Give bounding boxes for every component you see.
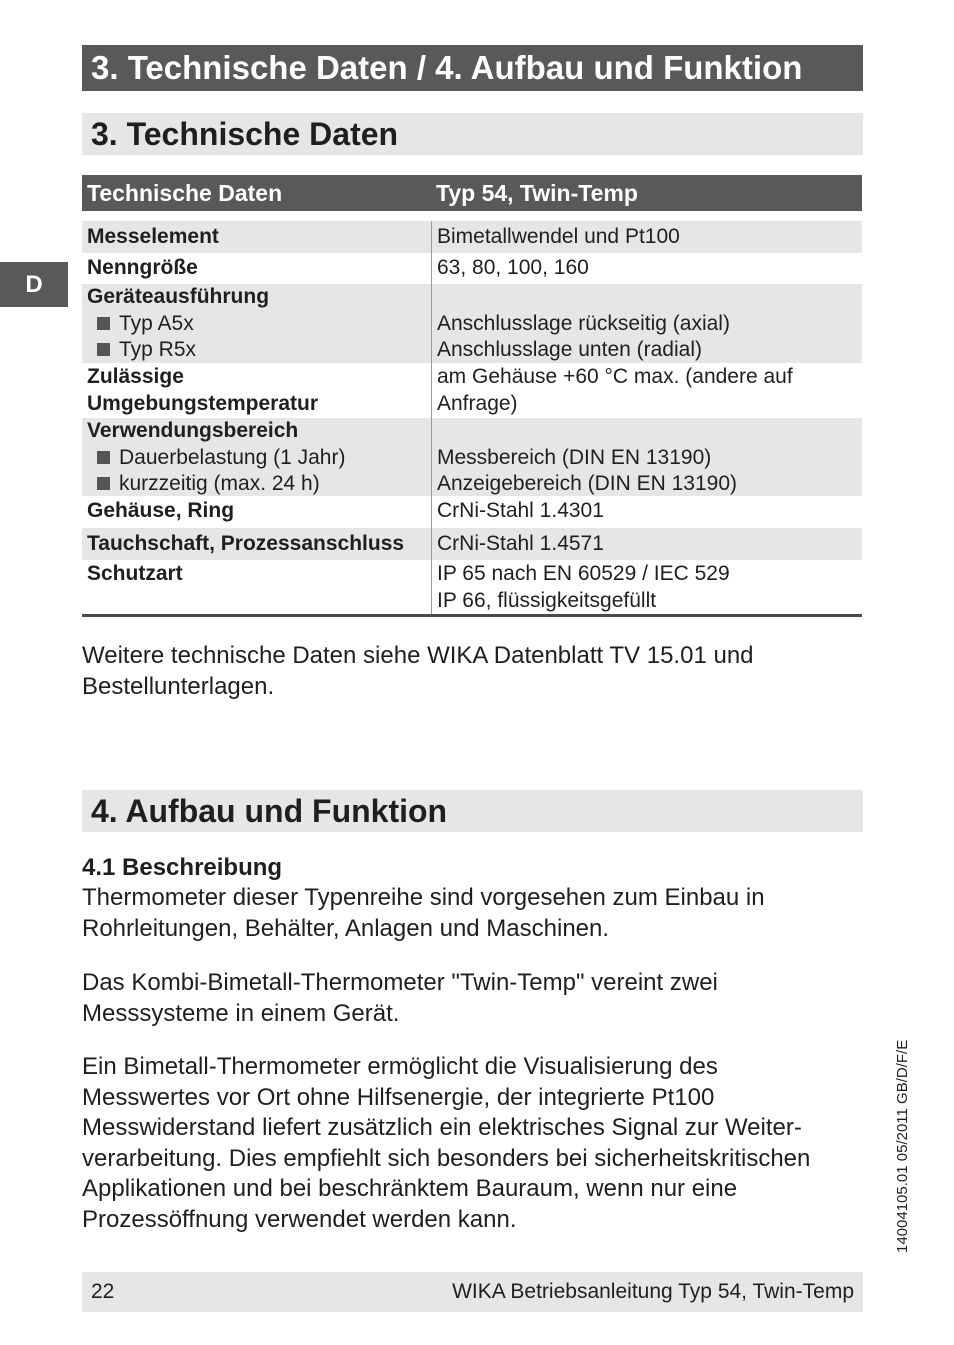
row-value: CrNi-Stahl 1.4301 (437, 499, 604, 522)
row-label: Umgebungstemperatur (87, 391, 319, 415)
section-3-heading: 3. Technische Daten (82, 113, 863, 155)
row-value: Bimetallwendel und Pt100 (437, 224, 680, 248)
row-value (437, 284, 862, 311)
subsection-heading: 4.1 Beschreibung (82, 854, 283, 881)
row-value: 63, 80, 100, 160 (437, 256, 589, 279)
row-value: CrNi-Stahl 1.4571 (437, 531, 604, 555)
row-value: Messbereich (DIN EN 13190) (437, 445, 712, 469)
table-header-col2: Typ 54, Twin-Temp (436, 180, 638, 206)
table-row (82, 560, 862, 617)
row-value: Anschlusslage unten (radial) (437, 338, 702, 361)
table-row (82, 418, 862, 496)
footer-title: WIKA Betriebsanleitung Typ 54, Twin-Temp (452, 1280, 854, 1303)
row-sublabel: Typ R5x (87, 337, 430, 364)
row-sublabel: Typ A5x (87, 311, 430, 338)
row-value (437, 418, 862, 445)
table-row (82, 253, 862, 284)
row-sublabel: Dauerbelastung (1 Jahr) (87, 445, 430, 472)
row-label: Nenngröße (87, 256, 198, 279)
row-label: Messelement (87, 224, 219, 248)
table-header-col1: Technische Daten (87, 180, 283, 206)
row-value: Anschlusslage rückseitig (axial) (437, 311, 730, 335)
section-4-heading: 4. Aufbau und Funktion (82, 790, 863, 832)
paragraph: Thermometer dieser Typenreihe sind vorgesehen zum Einbau in Rohrleitungen, Behälter, Anlagen und Maschinen. (82, 884, 765, 942)
bullet-square-icon (97, 451, 110, 464)
paragraph: Das Kombi-Bimetall-Thermometer "Twin-Temp" vereint zwei Messsysteme in einem Gerät. (82, 969, 718, 1027)
row-label: Schutzart (87, 562, 183, 585)
page-footer (82, 1272, 863, 1312)
table-row (82, 363, 862, 418)
row-label: Zulässige (87, 365, 184, 388)
bullet-square-icon (97, 343, 110, 356)
row-label: Tauchschaft, Prozessanschluss (87, 531, 405, 555)
table-row (82, 221, 862, 253)
table-header (82, 175, 862, 211)
tech-data-note: Weitere technische Daten siehe WIKA Datenblatt TV 15.01 und Bestellunterlagen. (82, 642, 754, 700)
table-row (82, 284, 862, 363)
page-number: 22 (91, 1280, 115, 1303)
row-value: am Gehäuse +60 °C max. (andere auf (437, 365, 793, 388)
row-value: Anfrage) (437, 391, 518, 415)
document-code: 14004105.01 05/2011 GB/D/F/E (894, 1039, 911, 1253)
bullet-square-icon (97, 477, 110, 490)
language-tab: D (0, 262, 68, 307)
tech-data-table (82, 221, 862, 617)
table-row (82, 528, 862, 560)
paragraph: Ein Bimetall-Thermometer ermöglicht die Visualisierung des Messwertes vor Ort ohne Hilfsenergie, der integrierte Pt100 Messwiderstand liefert zusätzlich ein elektrisches Signal zur Weiter- verarbeitung. Dies empfiehlt sich besonders bei sicherheitskritischen Applikationen und bei beschränktem Bauraum, wenn nur eine Prozessöffnung verwendet werden kann. (82, 1053, 811, 1233)
row-label: Verwendungsbereich (87, 419, 299, 442)
bullet-square-icon (97, 317, 110, 330)
row-value: IP 65 nach EN 60529 / IEC 529 (437, 562, 730, 585)
table-row (82, 496, 862, 528)
chapter-banner: 3. Technische Daten / 4. Aufbau und Funktion (82, 45, 863, 91)
row-sublabel: kurzzeitig (max. 24 h) (87, 471, 430, 498)
row-value: Anzeigebereich (DIN EN 13190) (437, 472, 737, 495)
row-value: IP 66, flüssigkeitsgefüllt (437, 588, 657, 612)
row-label: Gehäuse, Ring (87, 499, 235, 522)
row-label: Geräteausführung (87, 285, 270, 308)
